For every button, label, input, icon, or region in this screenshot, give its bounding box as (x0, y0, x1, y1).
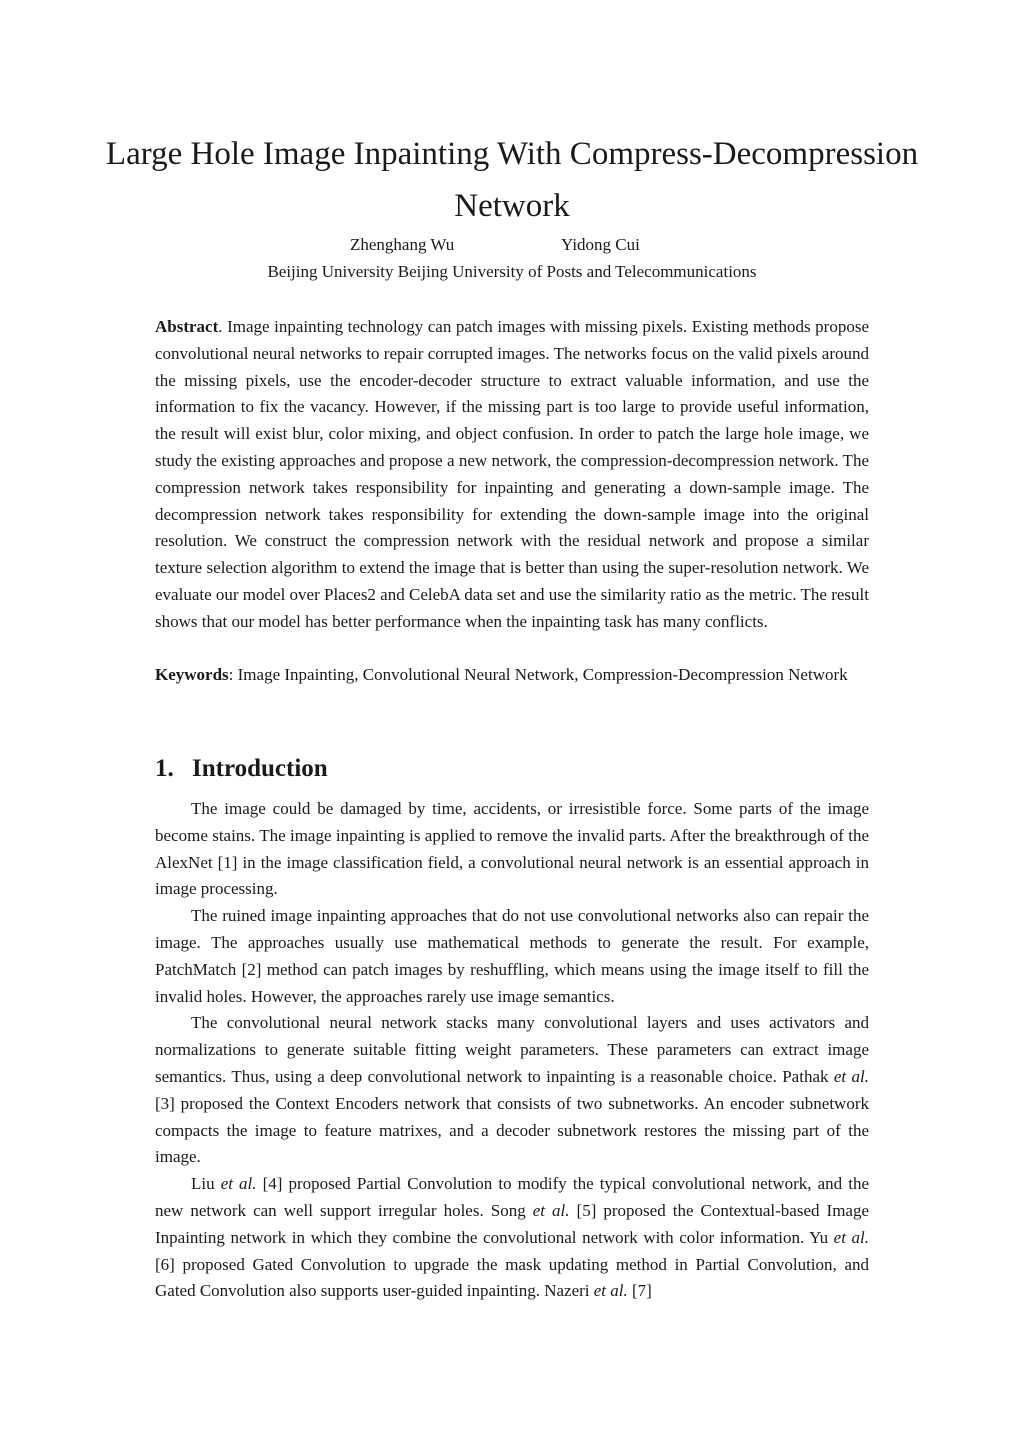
paragraph (155, 1010, 869, 1171)
abstract-text: . Image inpainting technology can patch images with missing pixels. Existing methods propose convolutional neural networks to repair corrupted images. The networks focus on the valid pixels around the missing pixels, use the encoder-decoder structure to extract valuable information, and use the information to fix the vacancy. However, if the missing part is too large to provide useful information, the result will exist blur, color mixing, and object confusion. In order to patch the large hole image, we study the existing approaches and propose a new network, the compression-decompression network. The compression network takes responsibility for inpainting and generating a down-sample image. The decompression network takes responsibility for extending the down-sample image into the original resolution. We construct the compression network with the residual network and propose a similar texture selection algorithm to extend the image that is better than using the super-resolution network. We evaluate our model over Places2 and CelebA data set and use the similarity ratio as the metric. The result shows that our model has better performance when the inpainting task has many conflicts. (155, 317, 869, 631)
affiliation: Beijing University Beijing University of Posts and Telecommunications (267, 262, 757, 281)
section-number: 1. (155, 755, 174, 782)
author-name: Yidong Cui (561, 235, 640, 254)
et-al: et al. (220, 1174, 257, 1194)
paragraph-text: [4] proposed Partial Convolution to modify the typical convolutional network, and the new network can well support irregular holes. Song (155, 1174, 869, 1220)
section-body (155, 796, 869, 1305)
keywords (155, 662, 869, 689)
author-list (0, 232, 1024, 258)
paragraph-text: [6] proposed Gated Convolution to upgrade the mask updating method in Partial Convolution, and Gated Convolution also supports user-guided inpainting. Nazeri (155, 1254, 869, 1301)
keywords-text: : Image Inpainting, Convolutional Neural Network, Compression-Decompression Network (228, 665, 848, 684)
paragraph-text: [5] proposed the Contextual-based Image Inpainting network in which they combine the convolutional network with color information. Yu (155, 1200, 870, 1247)
keywords-label: Keywords (155, 665, 229, 684)
et-al: et al. (833, 1227, 869, 1247)
section-heading (155, 752, 328, 786)
author-name: Zhenghang Wu (350, 235, 455, 254)
paragraph-text: The convolutional neural network stacks many convolutional layers and uses activators and normalizations to generate suitable fitting weight parameters. These parameters can extract image semantics. Thus, using a deep convolutional network to inpainting is a reasonable choice. Pathak (155, 1013, 869, 1086)
paragraph: The ruined image inpainting approaches that do not use convolutional networks also can repair the image. The approaches usually use mathematical methods to generate the result. For example, PatchMatch [2] method can patch images by reshuffling, which means using the image itself to fill the invalid holes. However, the approaches rarely use image semantics. (155, 906, 869, 1006)
paragraph (155, 1171, 869, 1305)
paragraph-text: [3] proposed the Context Encoders network that consists of two subnetworks. An encoder subnetwork compacts the image to feature matrixes, and a decoder subnetwork restores the missing part of the image. (155, 1093, 869, 1167)
paragraph: The image could be damaged by time, accidents, or irresistible force. Some parts of the image become stains. The image inpainting is applied to remove the invalid parts. After the breakthrough of the AlexNet [1] in the image classification field, a convolutional neural network is an essential approach in image processing. (155, 799, 869, 899)
et-al: et al. (593, 1281, 628, 1301)
abstract (155, 314, 869, 636)
paper-title: Large Hole Image Inpainting With Compress-Decompression Network (105, 136, 919, 224)
et-al: et al. (833, 1066, 870, 1086)
paragraph-text: [7] (627, 1281, 652, 1301)
abstract-label: Abstract (155, 317, 219, 336)
et-al: et al. (532, 1200, 570, 1220)
paragraph-text: Liu (191, 1174, 221, 1194)
section-title: Introduction (192, 755, 328, 782)
